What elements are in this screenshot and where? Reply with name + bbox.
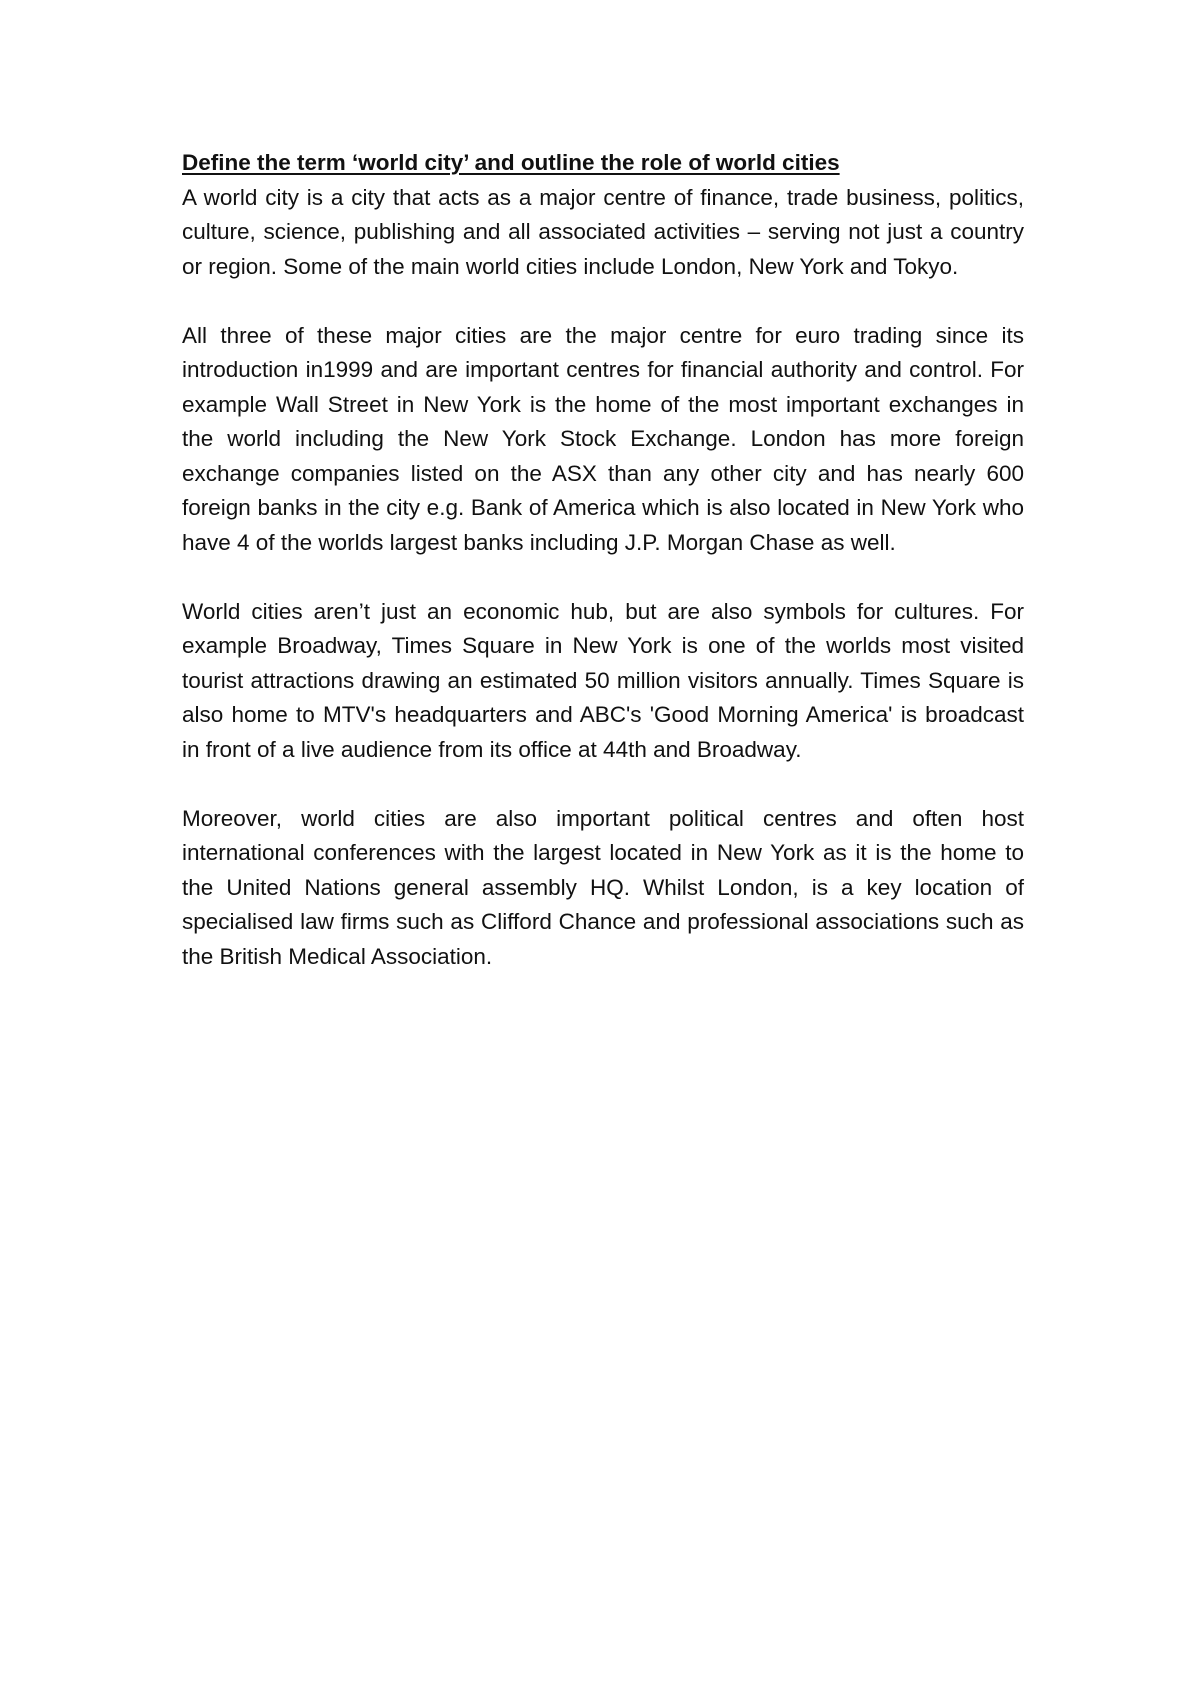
paragraph-finance: All three of these major cities are the major centre for euro trading since its introduction in1999 and are important centres for financial authority and control. For example Wall Street in New York is the home of the most important exchanges in the world including the New York Stock Exchange. London has more foreign exchange companies listed on the ASX than any other city and has nearly 600 foreign banks in the city e.g. Bank of America which is also located in New York who have 4 of the worlds largest banks including J.P. Morgan Chase as well. xyxy=(182,322,1024,555)
paragraph-politics: Moreover, world cities are also important political centres and often host international conferences with the largest located in New York as it is the home to the United Nations general assembly HQ. Whilst London, is a key location of specialised law firms such as Clifford Chance and professional associations such as the British Medical Association. xyxy=(182,805,1024,969)
document-body xyxy=(182,146,1024,974)
document-title: Define the term ‘world city’ and outline the role of world cities xyxy=(182,150,840,175)
paragraph-definition: A world city is a city that acts as a major centre of finance, trade business, politics, culture, science, publishing and all associated activities – serving not just a country or region. Some of the main world cities include London, New York and Tokyo. xyxy=(182,184,1024,279)
paragraph-culture: World cities aren’t just an economic hub, but are also symbols for cultures. For example Broadway, Times Square in New York is one of the worlds most visited tourist attractions drawing an estimated 50 million visitors annually. Times Square is also home to MTV's headquarters and ABC's 'Good Morning America' is broadcast in front of a live audience from its office at 44th and Broadway. xyxy=(182,598,1024,762)
